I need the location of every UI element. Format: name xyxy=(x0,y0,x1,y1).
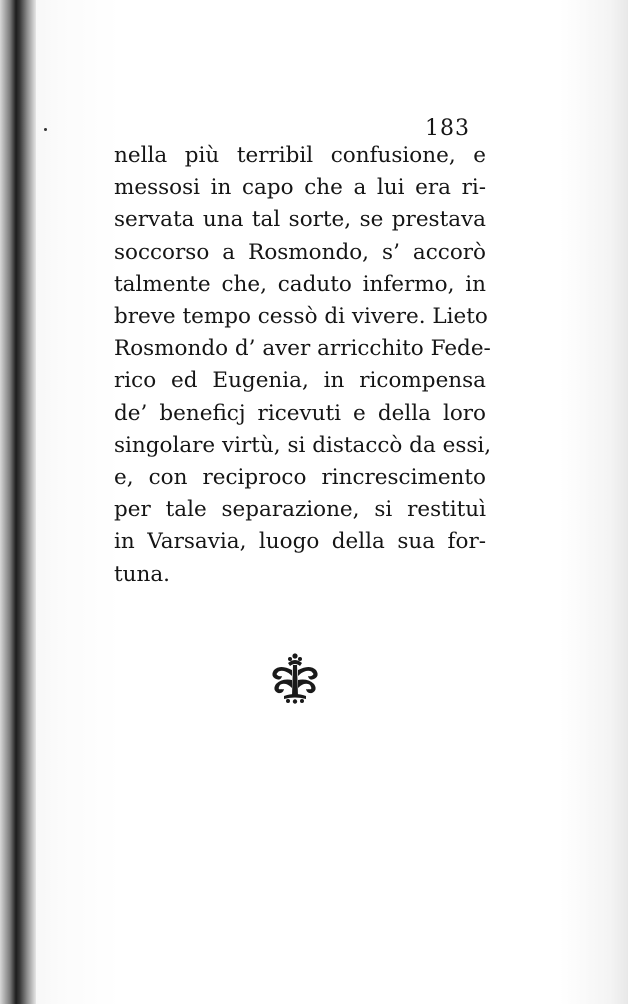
text-line: in Varsavia, luogo della sua for- xyxy=(114,529,486,555)
text-line: nella più terribil confusione, e xyxy=(114,143,486,168)
fleuron-ornament-icon xyxy=(266,652,324,704)
text-line: talmente che, caduto infermo, in xyxy=(114,271,486,297)
text-line: rico ed Eugenia, in ricompensa xyxy=(114,368,486,394)
text-line: tuna. xyxy=(114,561,170,587)
page-number: 183 xyxy=(425,116,470,141)
text-line: singolare virtù, si distaccò da essi, xyxy=(114,432,492,458)
text-line: messosi in capo che a lui era ri- xyxy=(114,175,486,201)
text-line: breve tempo cessò di vivere. Lieto xyxy=(114,304,488,330)
paper-speck xyxy=(44,128,47,131)
text-line: per tale separazione, si restituì xyxy=(114,497,486,523)
book-spine-shadow xyxy=(0,0,36,1004)
body-text xyxy=(114,140,492,591)
text-line: e, con reciproco rincrescimento xyxy=(114,465,486,491)
text-line: de’ beneficj ricevuti e della loro xyxy=(114,400,486,426)
text-line: servata una tal sorte, se prestava xyxy=(114,207,486,233)
text-line: Rosmondo d’ aver arricchito Fede- xyxy=(114,336,491,362)
text-line: soccorso a Rosmondo, s’ accorò xyxy=(114,239,486,265)
